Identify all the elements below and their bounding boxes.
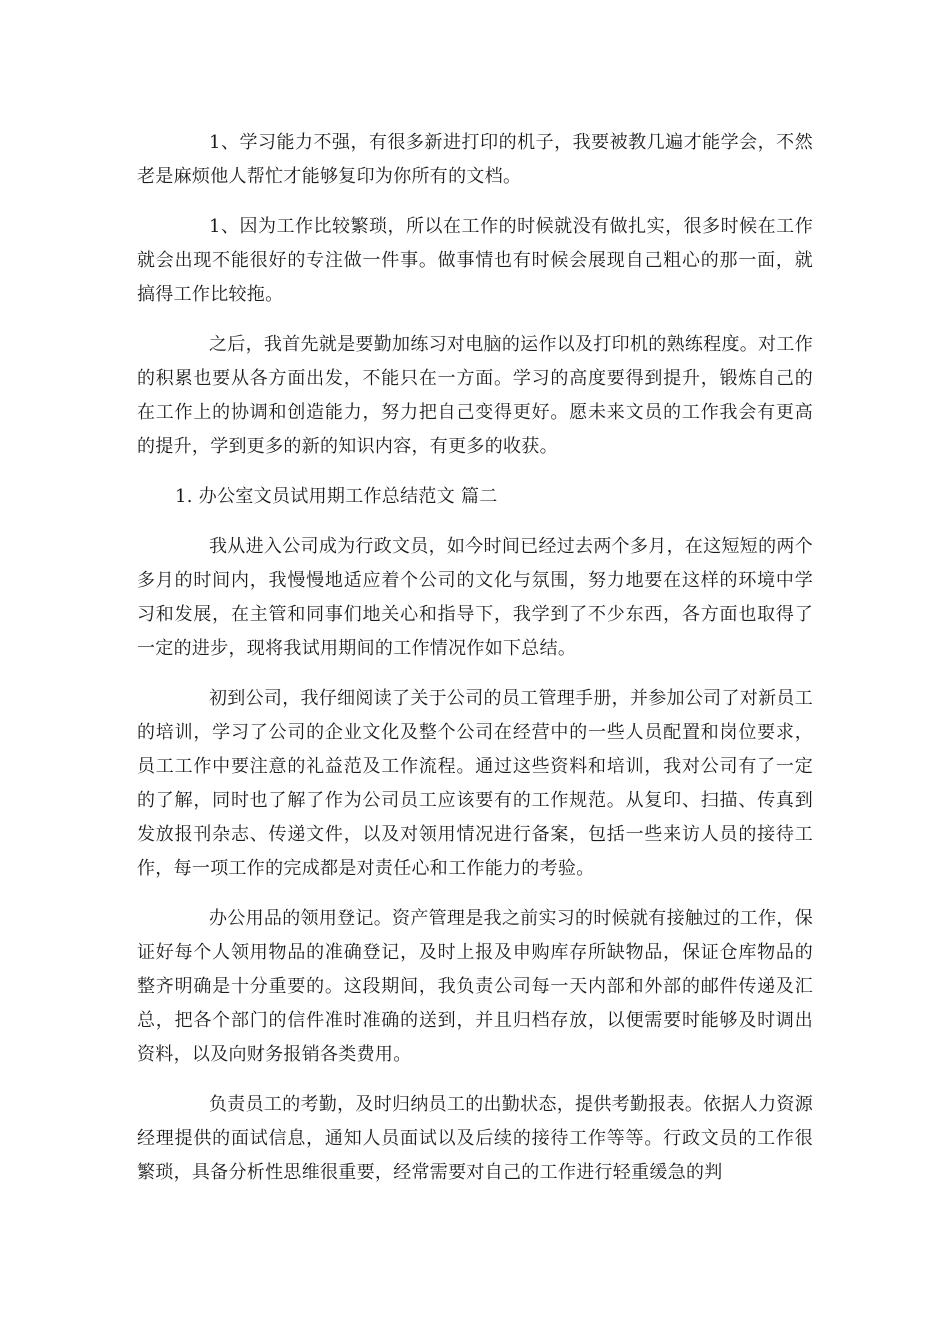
paragraph-office-supplies: 办公用品的领用登记。资产管理是我之前实习的时候就有接触过的工作，保证好每个人领用物品的准确登记，及时上报及申购库存所缺物品，保证仓库物品的整齐明确是十分重要的。这段期间，我负责公司每一天内部和外部的邮件传递及汇总，把各个部门的信件准时准确的送到，并且归档存放，以便需要时能够及时调出资料，以及向财务报销各类费用。 (137, 908, 813, 1065)
paragraph-improvement-plan: 之后，我首先就是要勤加练习对电脑的运作以及打印机的熟练程度。对工作的积累也要从各方面出发，不能只在一方面。学习的高度要得到提升，锻炼自己的在工作上的协调和创造能力，努力把自己变得更好。愿未来文员的工作我会有更高的提升，学到更多的新的知识内容，有更多的收获。 (137, 334, 813, 457)
paragraph-weakness-learning: 1、学习能力不强，有很多新进打印的机子，我要被教几遍才能学会，不然老是麻烦他人帮忙才能够复印为你所有的文档。 (137, 132, 813, 187)
paragraph-introduction: 我从进入公司成为行政文员，如今时间已经过去两个多月，在这短短的两个多月的时间内，我慢慢地适应着个公司的文化与氛围，努力地要在这样的环境中学习和发展，在主管和同事们地关心和指导下，我学到了不少东西，各方面也取得了一定的进步，现将我试用期间的工作情况作如下总结。 (137, 536, 813, 659)
paragraph-onboarding: 初到公司，我仔细阅读了关于公司的员工管理手册，并参加公司了对新员工的培训，学习了公司的企业文化及整个公司在经营中的一些人员配置和岗位要求，员工工作中要注意的礼益范及工作流程。通过这些资料和培训，我对公司有了一定的了解，同时也了解了作为公司员工应该要有的工作规范。从复印、扫描、传真到发放报刊杂志、传递文件，以及对领用情况进行备案，包括一些来访人员的接待工作，每一项工作的完成都是对责任心和工作能力的考验。 (137, 688, 813, 879)
paragraph-weakness-work: 1、因为工作比较繁琐，所以在工作的时候就没有做扎实，很多时候在工作就会出现不能很好的专注做一件事。做事情也有时候会展现自己粗心的那一面，就搞得工作比较拖。 (137, 216, 813, 305)
document-body (137, 126, 813, 1206)
section-heading: 1. 办公室文员试用期工作总结范文 篇二 (175, 486, 498, 507)
paragraph-attendance: 负责员工的考勤，及时归纳员工的出勤状态，提供考勤报表。依据人力资源经理提供的面试信息，通知人员面试以及后续的接待工作等等。行政文员的工作很繁琐，具备分析性思维很重要，经常需要对自己的工作进行轻重缓急的判 (137, 1094, 813, 1183)
